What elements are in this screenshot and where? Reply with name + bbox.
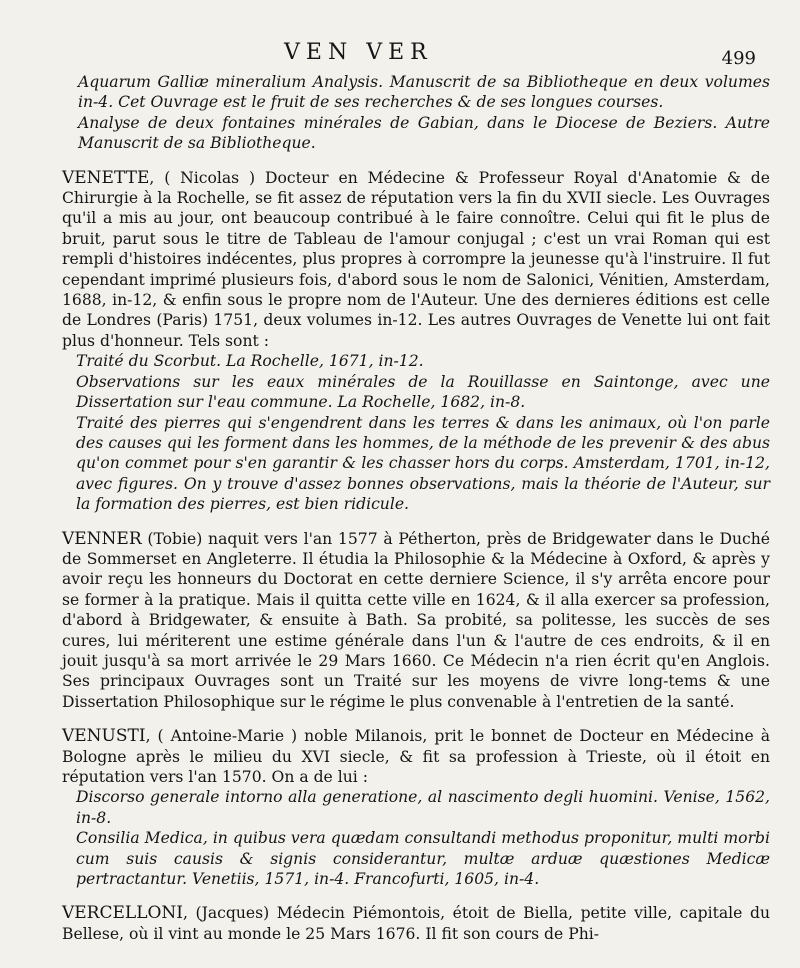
work-item: Consilia Medica, in quibus vera quædam consultandi methodus proponitur, multi morbi cum suis causis & signis considerantur, multæ arduæ quæstiones Medicæ pertractantur. Venetiis, 1571, in-4. Francofurti, 1605, in-4.	[76, 829, 770, 889]
work-item: Traité des pierres qui s'engendrent dans les terres & dans les animaux, où l'on parle des causes qui les forment dans les hommes, de la méthode de les prevenir & des abus qu'on commet pour s'en garantir & les chasser hors du corps. Amsterdam, 1701, in-12, avec figures. On y trouve d'assez bonnes observations, mais la théorie de l'Auteur, sur la formation des pierres, est bien ridicule.	[76, 413, 770, 514]
entry-name: VENUSTI	[62, 726, 146, 747]
entry-name: VENNER	[62, 528, 142, 549]
entry-venusti	[62, 726, 770, 787]
entry-vercelloni	[62, 903, 770, 944]
page-body	[62, 72, 770, 944]
entry-text: , ( Antoine-Marie ) noble Milanois, prit le bonnet de Docteur en Médecine à Bologne après le milieu du XVI siecle, & fit sa profession à Trieste, où il étoit en réputation vers l'an 1570. On a de lui :	[62, 727, 770, 786]
entry-text: , ( Nicolas ) Docteur en Médecine & Professeur Royal d'Anatomie & de Chirurgie à la Rochelle, se fit assez de réputation vers la fin du XVII siecle. Les Ouvrages qu'il a mis au jour, ont beaucoup contribué à le faire connoître. Celui qui fit le plus de bruit, parut sous le titre de Tableau de l'amour conjugal ; c'est un vrai Roman qui est rempli d'histoires indécentes, plus propres à corrompre la jeunesse qu'à l'instruire. Il fut cependant imprimé plusieurs fois, d'abord sous le nom de Salonici, Vénitien, Amsterdam, 1688, in-12, & enfin sous le propre nom de l'Auteur. Une des dernieres éditions est celle de Londres (Paris) 1751, deux volumes in-12. Les autres Ouvrages de Venette lui ont fait plus d'honneur. Tels sont :	[62, 168, 770, 350]
entry-venette	[62, 168, 770, 352]
work-item: Observations sur les eaux minérales de la Rouillasse en Saintonge, avec une Dissertation sur l'eau commune. La Rochelle, 1682, in-8.	[76, 372, 770, 412]
page-header	[62, 38, 770, 72]
text-line: Analyse de deux fontaines minérales de Gabian, dans le Diocese de Beziers. Autre Manuscrit de sa Bibliotheque.	[78, 113, 770, 153]
entry-text: (Tobie) naquit vers l'an 1577 à Pétherton, près de Bridgewater dans le Duché de Sommerset en Angleterre. Il étudia la Philosophie & la Médecine à Oxford, & après y avoir reçu les honneurs du Doctorat en cette derniere Science, il s'y arrêta encore pour se former à la pratique. Mais il quitta cette ville en 1624, & il alla exercer sa profession, d'abord à Bridgewater, & ensuite à Bath. Sa probité, sa politesse, les succès de ses cures, lui mériterent une estime générale dans l'un & l'autre de ces endroits, & il en jouit jusqu'à sa mort arrivée le 29 Mars 1660. Ce Médecin n'a rien écrit qu'en Anglois. Ses principaux Ouvrages sont un Traité sur les moyens de vivre long-tems & une Dissertation Philosophique sur le régime le plus convenable à l'entretien de la santé.	[62, 529, 770, 711]
work-item: Discorso generale intorno alla generatione, al nascimento degli huomini. Venise, 1562, in-8.	[76, 788, 770, 827]
text-line: Aquarum Galliæ mineralium Analysis. Manuscrit de sa Bibliotheque en deux volumes in-4. Cet Ouvrage est le fruit de ses recherches & de ses longues courses.	[78, 73, 770, 112]
entry-name: VENETTE	[62, 167, 150, 188]
page-number: 499	[721, 48, 756, 69]
entry-text: , (Jacques) Médecin Piémontois, étoit de Biella, petite ville, capitale du Bellese, où il vint au monde le 25 Mars 1676. Il fit son cours de Phi-	[62, 904, 770, 943]
work-item: Traité du Scorbut. La Rochelle, 1671, in-12.	[76, 352, 424, 371]
entry-name: VERCELLONI	[62, 903, 184, 924]
entry-venner	[62, 529, 770, 713]
running-head: VEN VER	[284, 40, 433, 65]
